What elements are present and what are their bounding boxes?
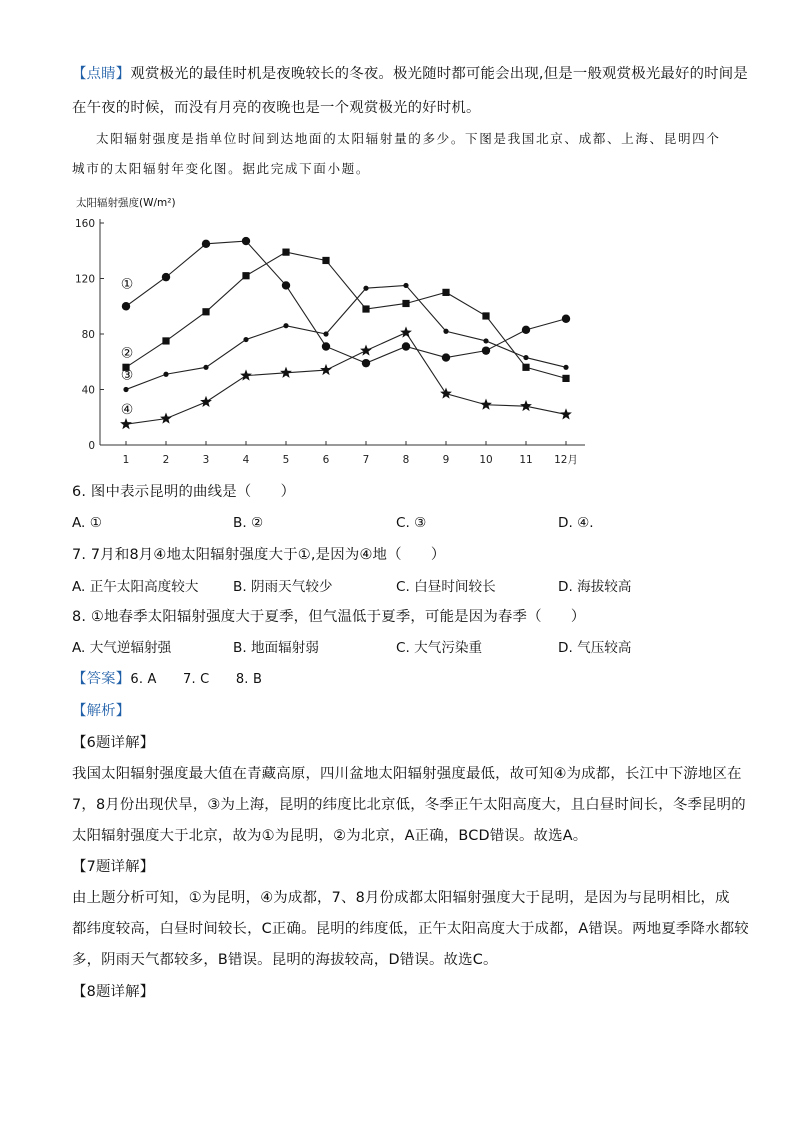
series-line-2 bbox=[126, 252, 566, 378]
series-1-point bbox=[282, 281, 290, 289]
series-1-point bbox=[162, 273, 170, 281]
answer-tag: 【答案】 bbox=[72, 671, 131, 687]
x-tick-label: 3 bbox=[202, 454, 210, 466]
series-3-point bbox=[483, 338, 488, 343]
q7-option-a: A. 正午太阳高度较大 bbox=[72, 579, 199, 595]
series-1-point bbox=[242, 237, 250, 245]
series-1-point bbox=[402, 342, 410, 350]
q7-option-d: D. 海拔较高 bbox=[558, 579, 632, 595]
q8-stem: 8. ①地春季太阳辐射强度大于夏季，但气温低于夏季，可能是因为春季（ ） bbox=[72, 609, 586, 625]
q8-option-d: D. 气压较高 bbox=[558, 640, 632, 656]
series-4-point bbox=[280, 367, 292, 378]
series-4-point bbox=[320, 364, 332, 375]
answer-line bbox=[72, 669, 262, 690]
y-axis-label: 太阳辐射强度(W/m²) bbox=[76, 197, 176, 209]
q6-option-a: A. ① bbox=[72, 515, 102, 531]
x-tick-label: 10 bbox=[479, 454, 493, 466]
series-3-point bbox=[563, 365, 568, 370]
x-tick-label: 7 bbox=[362, 454, 370, 466]
chart-series-labels bbox=[121, 276, 134, 418]
x-tick-label: 1 bbox=[122, 454, 130, 466]
series-3-point bbox=[403, 283, 408, 288]
q8-option-b: B. 地面辐射弱 bbox=[233, 640, 319, 656]
y-tick-label: 160 bbox=[74, 218, 95, 230]
series-3-point bbox=[363, 286, 368, 291]
analysis-tag: 【解析】 bbox=[72, 703, 131, 719]
series-2-point bbox=[402, 300, 409, 307]
series-4-label: ④ bbox=[120, 402, 134, 419]
d7-line-1: 由上题分析可知，①为昆明，④为成都，7、8月份成都太阳辐射强度大于昆明，是因为与昆明相比，成 bbox=[72, 890, 730, 906]
chart-axes bbox=[75, 218, 585, 466]
d7-line-3: 多，阴雨天气都较多，B错误。昆明的海拔较高，D错误。故选C。 bbox=[72, 952, 498, 968]
series-3-point bbox=[203, 365, 208, 370]
x-tick-label: 12月 bbox=[554, 454, 578, 466]
x-tick-label: 2 bbox=[162, 454, 170, 466]
tip-line-2: 在午夜的时候，而没有月亮的夜晚也是一个观赏极光的好时机。 bbox=[72, 100, 481, 116]
d6-title: 【6题详解】 bbox=[72, 735, 155, 751]
series-4-point bbox=[560, 408, 572, 419]
intro-line-1: 太阳辐射强度是指单位时间到达地面的太阳辐射量的多少。下图是我国北京、成都、上海、昆明四个 bbox=[96, 131, 721, 146]
series-3-point bbox=[123, 387, 128, 392]
d8-title: 【8题详解】 bbox=[72, 984, 155, 1000]
q6-option-c: C. ③ bbox=[396, 515, 427, 531]
y-tick-label: 120 bbox=[74, 273, 95, 286]
series-2-label: ② bbox=[120, 345, 134, 362]
series-1-point bbox=[362, 359, 370, 367]
series-3-point bbox=[443, 329, 448, 334]
series-4-point bbox=[440, 387, 452, 398]
series-1-point bbox=[202, 240, 210, 248]
series-4-point bbox=[120, 418, 132, 429]
tip-text-1: 观赏极光的最佳时机是夜晚较长的冬夜。极光随时都可能会出现,但是一般观赏极光最好的时间是 bbox=[130, 66, 748, 82]
series-line-3 bbox=[126, 285, 566, 389]
series-1-point bbox=[122, 302, 130, 310]
series-3-point bbox=[283, 323, 288, 328]
series-4-point bbox=[520, 400, 532, 411]
series-1-point bbox=[482, 346, 490, 354]
x-tick-label: 9 bbox=[442, 454, 450, 466]
series-2-point bbox=[562, 375, 569, 382]
series-1-label: ① bbox=[120, 276, 134, 293]
tip-tag: 【点睛】 bbox=[72, 66, 131, 82]
q6-stem: 6. 图中表示昆明的曲线是（ ） bbox=[72, 484, 296, 500]
x-tick-label: 4 bbox=[242, 454, 250, 466]
series-line-1 bbox=[126, 241, 566, 363]
radiation-line-chart bbox=[70, 190, 610, 475]
d7-line-2: 都纬度较高，白昼时间较长，C正确。昆明的纬度低，正午太阳高度大于成都，A错误。两地夏季降水都较 bbox=[72, 921, 749, 937]
q8-option-a: A. 大气逆辐射强 bbox=[72, 640, 172, 656]
q6-option-b: B. ② bbox=[233, 515, 264, 531]
x-tick-label: 11 bbox=[519, 454, 533, 466]
d7-title: 【7题详解】 bbox=[72, 859, 155, 875]
series-4-point bbox=[160, 412, 172, 423]
series-2-point bbox=[202, 308, 209, 315]
series-4-point bbox=[200, 396, 212, 407]
q7-option-c: C. 白昼时间较长 bbox=[396, 579, 496, 595]
series-2-point bbox=[442, 289, 449, 296]
series-2-point bbox=[282, 249, 289, 256]
q7-stem: 7. 7月和8月④地太阳辐射强度大于①,是因为④地（ ） bbox=[72, 547, 446, 563]
series-1-point bbox=[322, 342, 330, 350]
d6-line-1: 我国太阳辐射强度最大值在青藏高原，四川盆地太阳辐射强度最低，故可知④为成都，长江中下游地区在 bbox=[72, 766, 742, 782]
answer-text: 6. A 7. C 8. B bbox=[130, 672, 263, 687]
series-1-point bbox=[442, 353, 450, 361]
series-4-point bbox=[360, 344, 372, 355]
x-tick-label: 5 bbox=[282, 454, 290, 466]
y-tick-label: 0 bbox=[88, 440, 95, 452]
series-3-label: ③ bbox=[120, 367, 134, 384]
series-2-point bbox=[162, 337, 169, 344]
series-1-point bbox=[562, 315, 570, 323]
series-3-point bbox=[243, 337, 248, 342]
series-2-point bbox=[482, 312, 489, 319]
intro-line-2: 城市的太阳辐射年变化图。据此完成下面小题。 bbox=[72, 161, 371, 176]
x-tick-label: 6 bbox=[322, 454, 330, 466]
x-tick-label: 8 bbox=[402, 454, 410, 466]
q8-option-c: C. 大气污染重 bbox=[396, 640, 483, 656]
d6-line-3: 太阳辐射强度大于北京，故为①为昆明，②为北京，A正确，BCD错误。故选A。 bbox=[72, 828, 588, 844]
tip-line-1 bbox=[72, 64, 748, 84]
series-2-point bbox=[362, 305, 369, 312]
series-2-point bbox=[242, 272, 249, 279]
series-4-point bbox=[480, 399, 492, 410]
series-4-point bbox=[400, 326, 412, 337]
y-tick-label: 80 bbox=[81, 329, 95, 341]
series-3-point bbox=[163, 372, 168, 377]
d6-line-2: 7，8月份出现伏旱，③为上海，昆明的纬度比北京低，冬季正午太阳高度大，且白昼时间长，冬季昆明的 bbox=[72, 797, 746, 813]
series-1-point bbox=[522, 326, 530, 334]
series-2-point bbox=[322, 257, 329, 264]
chart-series-layer bbox=[120, 237, 572, 429]
series-3-point bbox=[323, 331, 328, 336]
series-2-point bbox=[522, 364, 529, 371]
q7-option-b: B. 阴雨天气较少 bbox=[233, 579, 333, 595]
q6-option-d: D. ④. bbox=[558, 515, 594, 531]
series-3-point bbox=[523, 355, 528, 360]
y-tick-label: 40 bbox=[81, 384, 95, 397]
